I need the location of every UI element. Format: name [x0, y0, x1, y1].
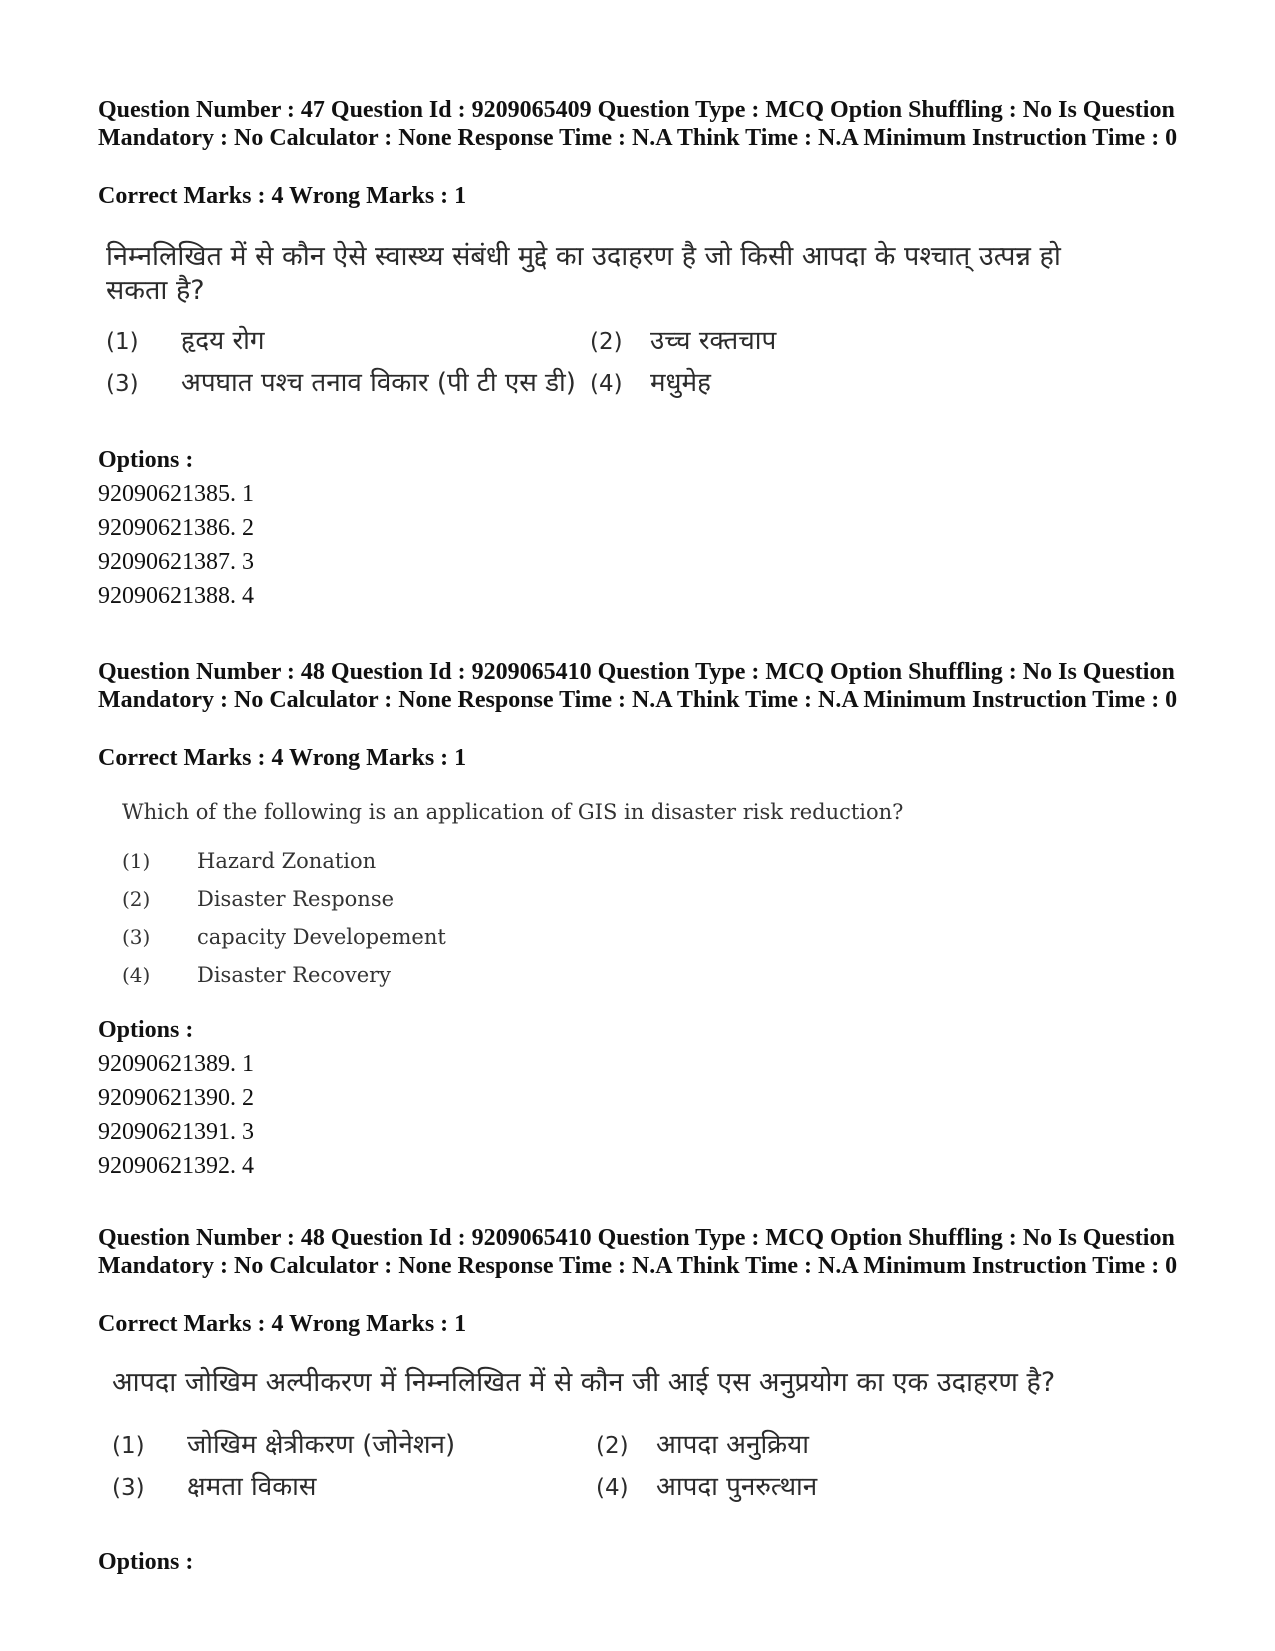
- question-48-choice-1: [122, 846, 376, 876]
- question-48-marks: Correct Marks : 4 Wrong Marks : 1: [98, 745, 467, 771]
- question-47-marks: Correct Marks : 4 Wrong Marks : 1: [98, 183, 467, 209]
- question-47-choice-4: [590, 368, 711, 399]
- choice-number: (1): [112, 1433, 145, 1459]
- option-line: 92090621392. 4: [98, 1153, 254, 1179]
- question-47-choice-2: [590, 326, 776, 357]
- question-48-hindi-options-label: Options :: [98, 1549, 194, 1575]
- choice-text: अपघात पश्च तनाव विकार (पी टी एस डी): [181, 368, 576, 398]
- choice-text: आपदा पुनरुत्थान: [656, 1472, 818, 1502]
- choice-number: (1): [106, 329, 139, 355]
- question-47-stem: निम्नलिखित में से कौन ऐसे स्वास्थ्य संबंधी मुद्दे का उदाहरण है जो किसी आपदा के पश्चात् उत्पन्न हो सकता है?: [106, 241, 1061, 306]
- question-48-hindi-choice-4: [596, 1472, 817, 1503]
- choice-number: (4): [590, 371, 623, 397]
- choice-number: (2): [122, 887, 151, 911]
- question-48-hindi-choice-1: [112, 1430, 455, 1461]
- question-48-options-label: Options :: [98, 1017, 194, 1043]
- question-47-options-label: Options :: [98, 447, 194, 473]
- choice-text: आपदा अनुक्रिया: [656, 1430, 809, 1460]
- choice-number: (1): [122, 849, 151, 873]
- choice-text: capacity Developement: [197, 925, 446, 949]
- option-line: 92090621390. 2: [98, 1085, 254, 1111]
- option-line: 92090621386. 2: [98, 515, 254, 541]
- option-line: 92090621389. 1: [98, 1051, 254, 1077]
- question-48-hindi-choice-3: [112, 1472, 316, 1503]
- question-48-hindi-marks: Correct Marks : 4 Wrong Marks : 1: [98, 1311, 467, 1337]
- question-48-hindi-meta: Question Number : 48 Question Id : 9209065410 Question Type : MCQ Option Shuffling : No Is Question Mandatory : No Calculator : None Response Time : N.A Think Time : N.A Minimum Instruction Time : 0: [98, 1225, 1178, 1279]
- question-48-hindi-choice-2: [596, 1430, 809, 1461]
- question-48-choice-3: [122, 922, 446, 952]
- choice-text: Disaster Response: [197, 887, 395, 911]
- question-47-choice-3: [106, 368, 576, 399]
- choice-number: (3): [112, 1475, 145, 1501]
- choice-text: Hazard Zonation: [197, 849, 377, 873]
- choice-number: (3): [122, 925, 151, 949]
- choice-text: क्षमता विकास: [187, 1472, 317, 1502]
- question-48-hindi-stem: आपदा जोखिम अल्पीकरण में निम्नलिखित में से कौन जी आई एस अनुप्रयोग का एक उदाहरण है?: [112, 1367, 1056, 1398]
- choice-number: (4): [122, 963, 151, 987]
- choice-number: (4): [596, 1475, 629, 1501]
- question-48-stem: Which of the following is an application of GIS in disaster risk reduction?: [122, 800, 904, 824]
- option-line: 92090621391. 3: [98, 1119, 254, 1145]
- option-line: 92090621385. 1: [98, 481, 254, 507]
- option-line: 92090621387. 3: [98, 549, 254, 575]
- choice-number: (2): [596, 1433, 629, 1459]
- choice-number: (3): [106, 371, 139, 397]
- choice-text: मधुमेह: [650, 368, 711, 398]
- option-line: 92090621388. 4: [98, 583, 254, 609]
- question-47-choice-1: [106, 326, 264, 357]
- question-47-meta: Question Number : 47 Question Id : 9209065409 Question Type : MCQ Option Shuffling : No Is Question Mandatory : No Calculator : None Response Time : N.A Think Time : N.A Minimum Instruction Time : 0: [98, 97, 1178, 151]
- choice-text: जोखिम क्षेत्रीकरण (जोनेशन): [187, 1430, 456, 1460]
- choice-number: (2): [590, 329, 623, 355]
- question-48-choice-4: [122, 960, 391, 990]
- choice-text: हृदय रोग: [181, 326, 265, 356]
- choice-text: उच्च रक्तचाप: [650, 326, 777, 356]
- question-48-choice-2: [122, 884, 394, 914]
- choice-text: Disaster Recovery: [197, 963, 392, 987]
- question-48-meta: Question Number : 48 Question Id : 9209065410 Question Type : MCQ Option Shuffling : No Is Question Mandatory : No Calculator : None Response Time : N.A Think Time : N.A Minimum Instruction Time : 0: [98, 659, 1178, 713]
